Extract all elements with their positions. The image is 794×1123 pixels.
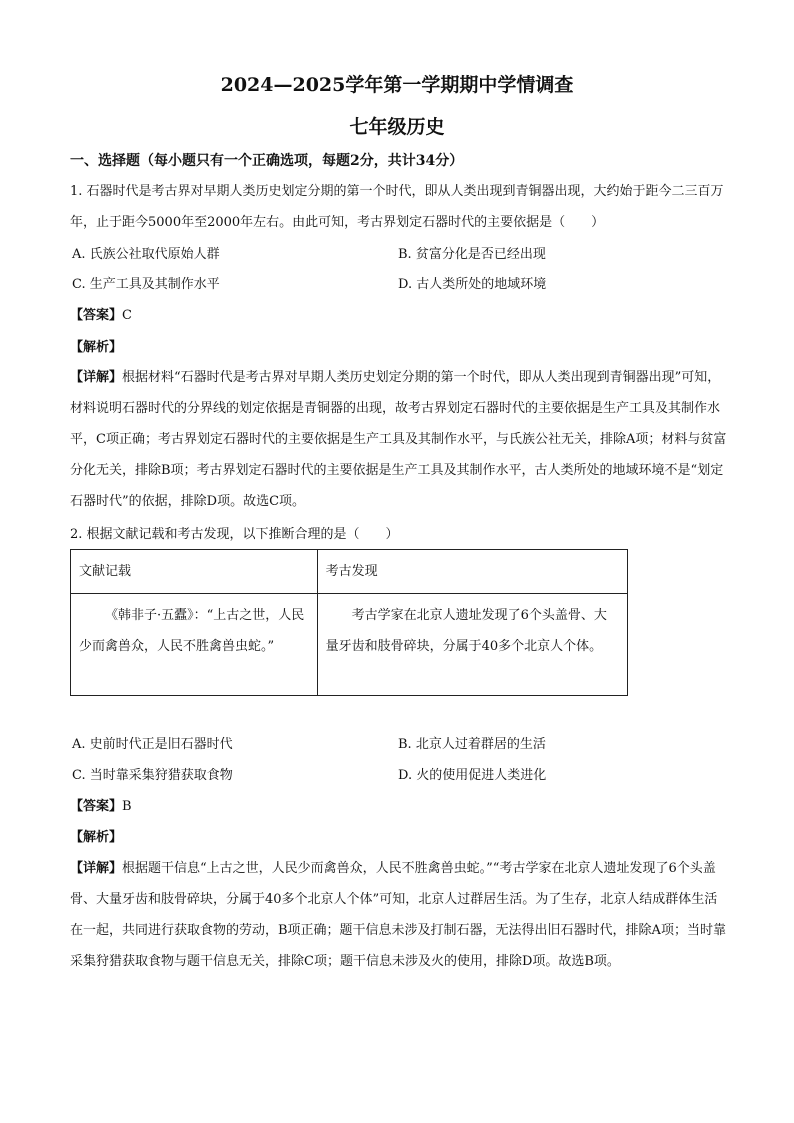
q1-detail (70, 362, 730, 517)
q1-option-c: C. 生产工具及其制作水平 (72, 277, 220, 292)
answer-tag: 【答案】 (70, 799, 123, 814)
q1-option-b: B. 贫富分化是否已经出现 (398, 247, 546, 262)
question-1-stem: 1. 石器时代是考古界对早期人类历史划定分期的第一个时代，即从人类出现到青铜器出现，大约始于距今二三百万年，止于距今5000年至2000年左右。由此可知，考古界划定石器时代的主要依据是（ ） (70, 184, 724, 230)
q2-analysis-tag: 【解析】 (70, 830, 123, 845)
q2-detail (70, 853, 730, 977)
answer-tag: 【答案】 (70, 308, 123, 323)
detail-text: 根据题干信息“上古之世，人民少而禽兽众，人民不胜禽兽虫蛇。”“考古学家在北京人遗址发现了6个头盖骨、大量牙齿和肢骨碎块，分属于40多个北京人个体”可知，北京人过群居生活。为了生存，北京人结成群体生活在一起，共同进行获取食物的劳动，B项正确；题干信息未涉及打制石器，无法得出旧石器时代，排除A项；当时靠采集狩猎获取食物与题干信息无关，排除C项；题干信息未涉及火的使用，排除D项。故选B项。 (70, 861, 726, 969)
source-table (70, 549, 628, 696)
table-cell-literature: 《韩非子·五蠹》：“上古之世，人民少而禽兽众，人民不胜禽兽虫蛇。” (71, 594, 318, 696)
answer-value: B (122, 799, 132, 814)
q1-analysis-tag: 【解析】 (70, 340, 123, 355)
q1-answer (70, 306, 132, 326)
table-header-archaeology: 考古发现 (317, 550, 627, 594)
q1-option-d: D. 古人类所处的地域环境 (398, 277, 547, 292)
q1-option-a: A. 氏族公社取代原始人群 (72, 247, 220, 262)
q2-answer (70, 797, 132, 817)
q2-option-b: B. 北京人过着群居的生活 (398, 737, 546, 752)
table-cell-archaeology: 考古学家在北京人遗址发现了6个头盖骨、大量牙齿和肢骨碎块，分属于40多个北京人个体。 (317, 594, 627, 696)
detail-tag: 【详解】 (70, 861, 123, 876)
detail-text: 根据材料“石器时代是考古界对早期人类历史划定分期的第一个时代，即从人类出现到青铜器出现”可知，材料说明石器时代的分界线的划定依据是青铜器的出现，故考古界划定石器时代的主要依据是生产工具及其制作水平，C项正确；考古界划定石器时代的主要依据是生产工具及其制作水平，与氏族公社无关，排除A项；材料与贫富分化无关，排除B项；考古界划定石器时代的主要依据是生产工具及其制作水平，古人类所处的地域环境不是“划定石器时代”的依据，排除D项。故选C项。 (70, 370, 727, 509)
answer-value: C (122, 308, 132, 323)
q2-option-a: A. 史前时代正是旧石器时代 (72, 737, 233, 752)
question-2-stem: 2. 根据文献记载和考古发现，以下推断合理的是（ ） (70, 527, 399, 542)
q2-option-d: D. 火的使用促进人类进化 (398, 768, 547, 783)
page-subtitle: 七年级历史 (349, 116, 445, 138)
page-title: 2024—2025学年第一学期期中学情调查 (220, 74, 574, 96)
section-heading: 一、选择题（每小题只有一个正确选项，每题2分，共计34分） (70, 153, 464, 169)
table-header-literature: 文献记载 (71, 550, 318, 594)
detail-tag: 【详解】 (70, 370, 123, 385)
q2-option-c: C. 当时靠采集狩猎获取食物 (72, 768, 233, 783)
